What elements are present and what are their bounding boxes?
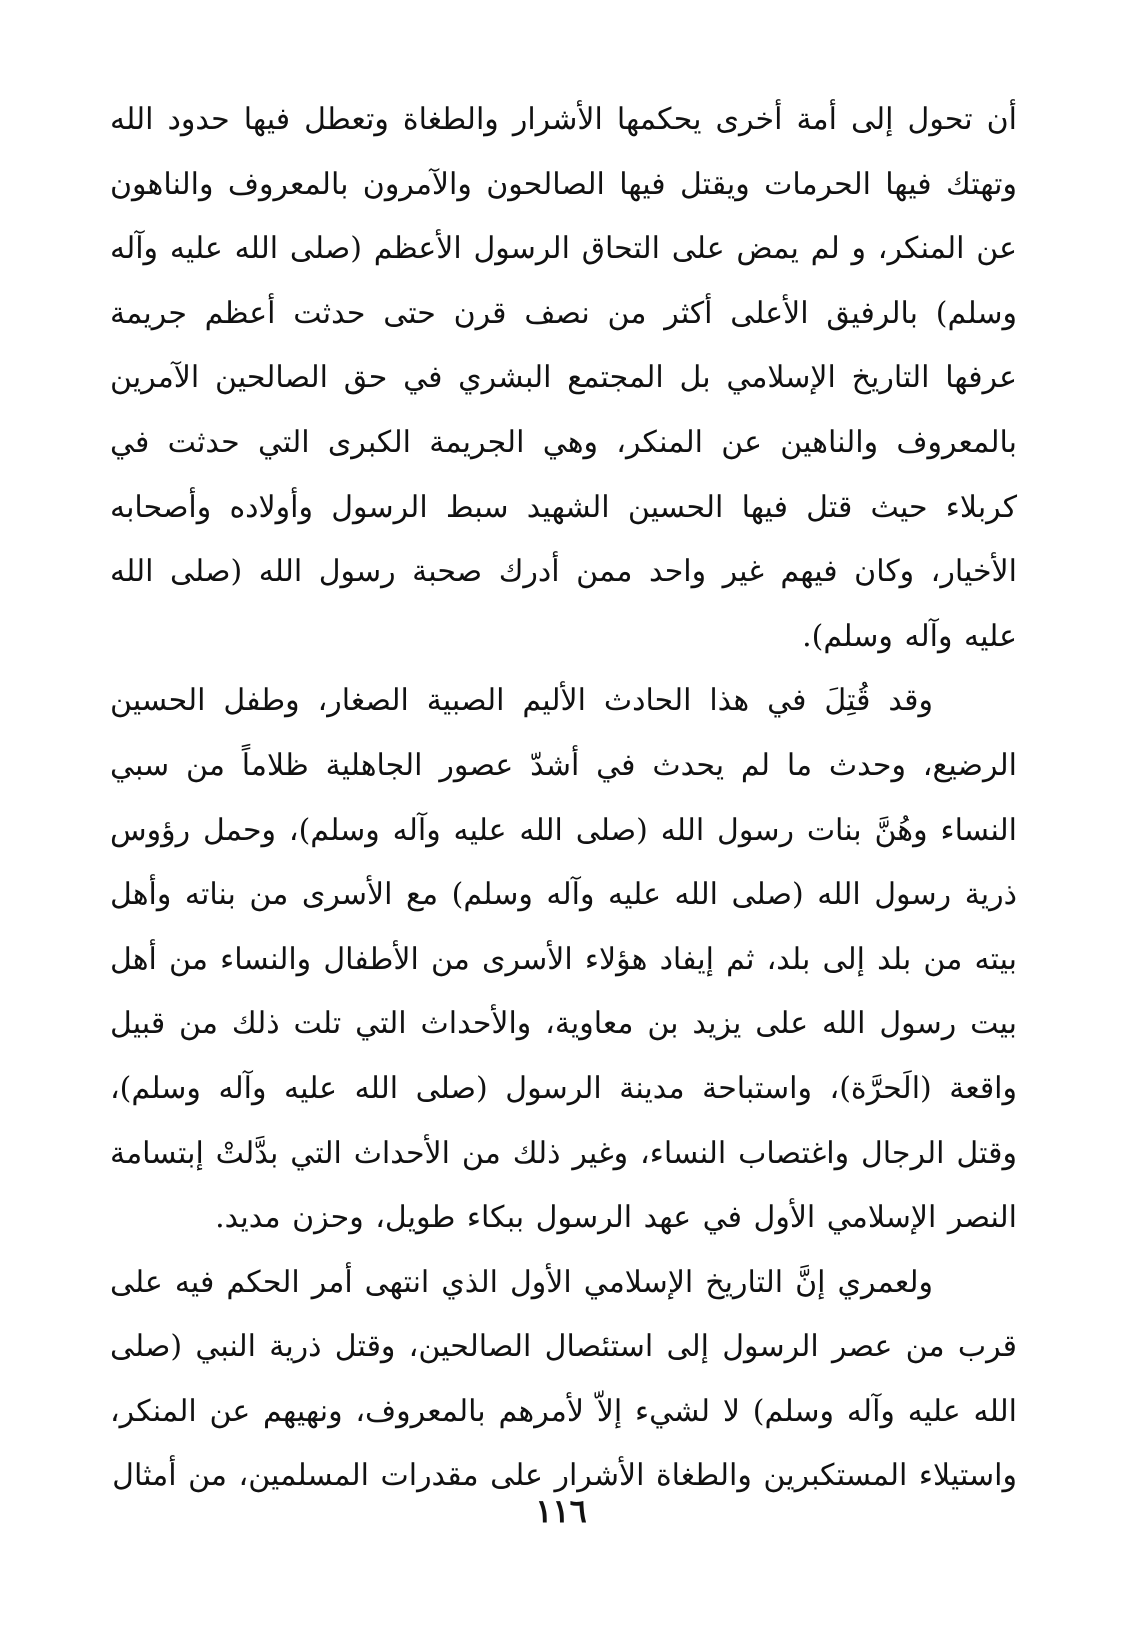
paragraph-1: أن تحول إلى أمة أخرى يحكمها الأشرار والطغاة وتعطل فيها حدود الله وتهتك فيها الحرمات ويقتل فيها الصالحون والآمرون بالمعروف والناهون عن المنكر، و لم يمض على التحاق الرسول الأعظم (صلى الله عليه وآله وسلم) بالرفيق الأعلى أكثر من نصف قرن حتى حدثت أعظم جريمة عرفها التاريخ الإسلامي بل المجتمع البشري في حق الصالحين الآمرين بالمعروف والناهين عن المنكر، وهي الجريمة الكبرى التي حدثت في كربلاء حيث قتل فيها الحسين الشهيد سبط الرسول وأولاده وأصحابه الأخيار، وكان فيهم غير واحد ممن أدرك صحبة رسول الله (صلى الله عليه وآله وسلم). xyxy=(110,102,1017,654)
paragraph-2: وقد قُتِلَ في هذا الحادث الأليم الصبية الصغار، وطفل الحسين الرضيع، وحدث ما لم يحدث في أشدّ عصور الجاهلية ظلاماً من سبي النساء وهُنَّ بنات رسول الله (صلى الله عليه وآله وسلم)، وحمل رؤوس ذرية رسول الله (صلى الله عليه وآله وسلم) مع الأسرى من بناته وأهل بيته من بلد إلى بلد، ثم إيفاد هؤلاء الأسرى من الأطفال والنساء من أهل بيت رسول الله على يزيد بن معاوية، والأحداث التي تلت ذلك من قبيل واقعة (الَحرَّة)، واستباحة مدينة الرسول (صلى الله عليه وآله وسلم)، وقتل الرجال واغتصاب النساء، وغير ذلك من الأحداث التي بدَّلتْ إبتسامة النصر الإسلامي الأول في عهد الرسول ببكاء طويل، وحزن مديد. xyxy=(110,683,1017,1236)
page-number: ١١٦ xyxy=(535,1492,587,1530)
paragraph-3: ولعمري إنَّ التاريخ الإسلامي الأول الذي انتهى أمر الحكم فيه على قرب من عصر الرسول إلى استئصال الصالحين، وقتل ذرية النبي (صلى الله عليه وآله وسلم) لا لشيء إلاّ لأمرهم بالمعروف، ونهيهم عن المنكر، واستيلاء المستكبرين والطغاة الأشرار على مقدرات المسلمين، من أمثال xyxy=(110,1264,1017,1494)
body-text xyxy=(110,88,1017,1509)
